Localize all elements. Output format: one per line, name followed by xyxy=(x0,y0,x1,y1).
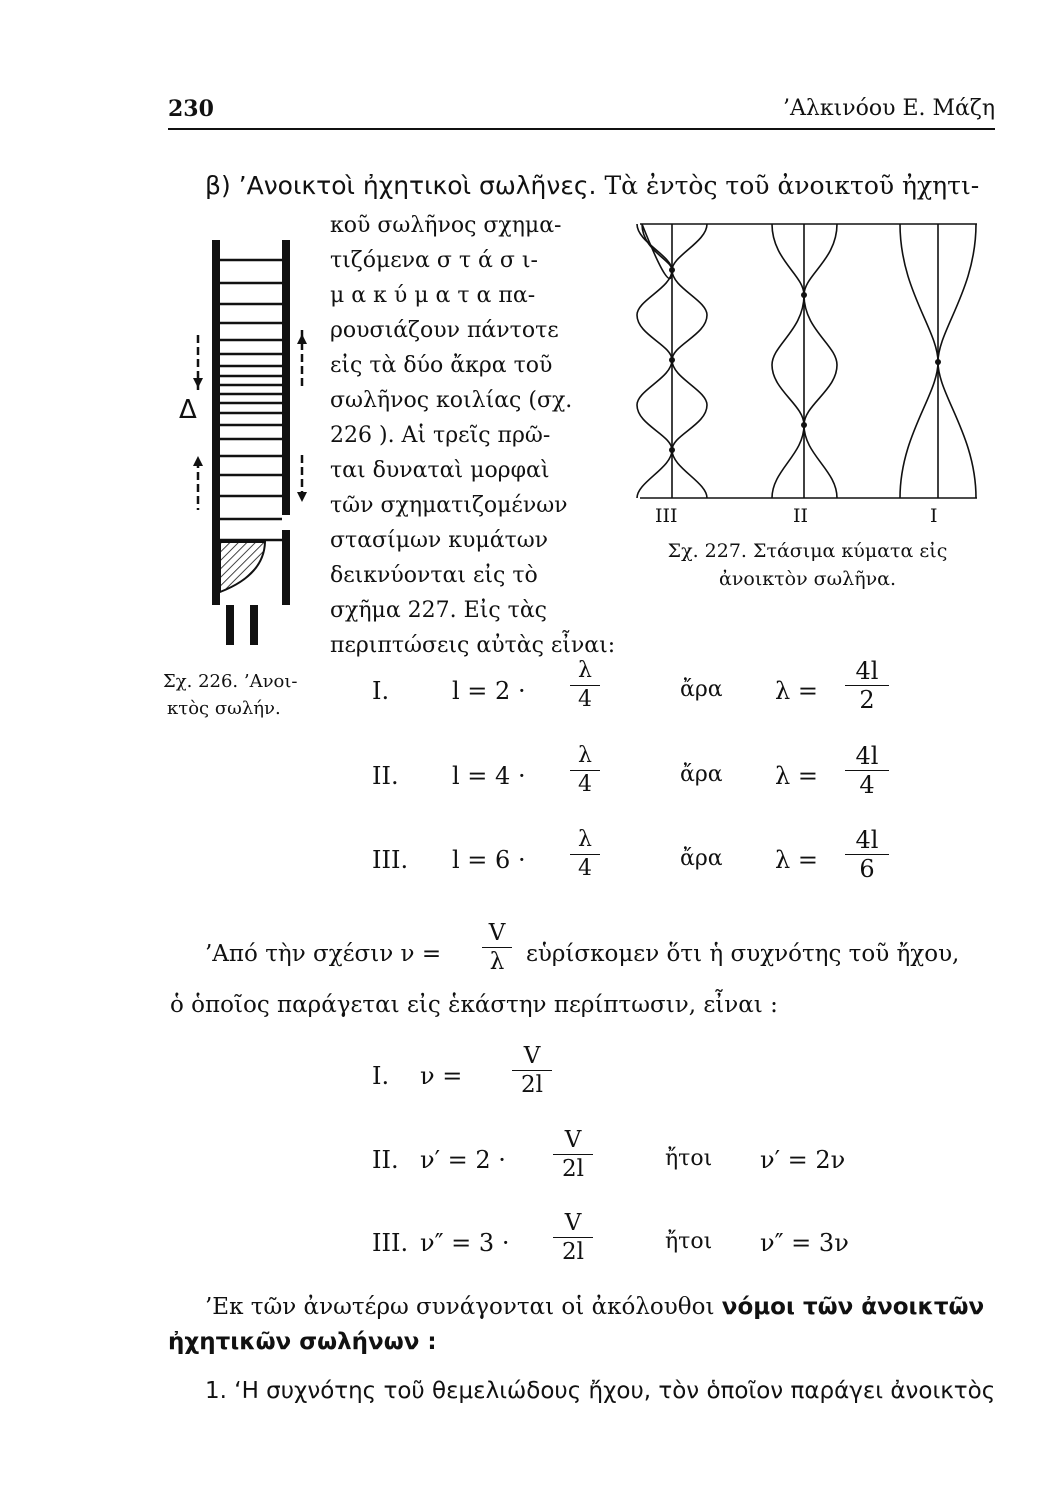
running-title: ’Αλκινόου Ε. Μάζη xyxy=(783,96,995,121)
fraction-bar xyxy=(512,1070,552,1071)
intro-line: περιπτώσεις αὐτὰς εἶναι: xyxy=(330,633,616,658)
open-pipe-figure xyxy=(160,230,330,650)
mode-label-i: I xyxy=(930,505,938,527)
relation-fraction xyxy=(482,920,512,975)
page-number: 230 xyxy=(168,96,214,122)
freq-result: ν′ = 2ν xyxy=(760,1146,846,1174)
intro-line: κοῦ σωλῆνος σχημα- xyxy=(330,213,562,238)
freq-fraction xyxy=(512,1043,552,1098)
intro-line: στασίμων κυμάτων xyxy=(330,528,549,553)
result-fraction xyxy=(845,827,889,882)
mode-label-ii: II xyxy=(793,505,809,527)
fraction-numerator: λ xyxy=(578,743,592,768)
relation-before: ’Από τὴν σχέσιν ν = xyxy=(205,941,442,967)
case-fraction xyxy=(570,827,600,882)
result-fraction xyxy=(845,658,889,713)
result-lhs: λ = xyxy=(775,846,818,874)
result-fraction xyxy=(845,743,889,798)
intro-line: Τὰ ἐντὸς τοῦ ἀνοικτοῦ ἠχητι- xyxy=(604,171,980,200)
mode-label-iii: III xyxy=(655,505,678,527)
delta-label: Δ xyxy=(179,395,197,425)
laws-lead: ’Εκ τῶν ἀνωτέρω συνάγονται οἱ ἀκόλουθοι xyxy=(205,1294,715,1320)
fraction-denominator: 2l xyxy=(562,1156,584,1182)
freq-number: I. xyxy=(372,1062,390,1090)
section-heading xyxy=(205,168,979,203)
fraction-numerator: V xyxy=(488,920,506,946)
relation-line-2: ὁ ὁποῖος παράγεται εἰς ἑκάστην περίπτωσιν, εἶναι : xyxy=(170,992,778,1018)
intro-line: τῶν σχηματιζομένων xyxy=(330,493,568,518)
freq-lhs: ν′ = 2 · xyxy=(420,1146,506,1174)
fraction-denominator: 4 xyxy=(578,856,592,881)
freq-number: II. xyxy=(372,1146,399,1174)
freq-fraction xyxy=(553,1210,593,1265)
fraction-denominator: 4 xyxy=(578,772,592,797)
figure-226-caption xyxy=(163,668,298,722)
itoi-word: ἤτοι xyxy=(665,1229,713,1254)
intro-line: μ α κ ύ μ α τ α πα- xyxy=(330,283,536,308)
standing-waves-figure xyxy=(632,220,982,505)
case-lhs: l = 2 · xyxy=(452,677,526,705)
laws-intro xyxy=(205,1290,984,1325)
intro-line: 226 ). Αἱ τρεῖς πρῶ- xyxy=(330,423,551,448)
caption-line: κτὸς σωλήν. xyxy=(167,698,281,719)
laws-title-part-1: νόμοι τῶν ἀνοικτῶν xyxy=(721,1294,985,1320)
intro-line: εἰς τὰ δύο ἄκρα τοῦ xyxy=(330,353,553,378)
fraction-numerator: λ xyxy=(578,658,592,683)
fraction-denominator: 6 xyxy=(859,855,875,883)
intro-line: δεικνύονται εἰς τὸ xyxy=(330,563,538,588)
fraction-numerator: V xyxy=(564,1127,582,1153)
freq-fraction xyxy=(553,1127,593,1182)
freq-lhs: ν″ = 3 · xyxy=(420,1229,510,1257)
fraction-bar xyxy=(570,770,600,771)
fraction-denominator: 4 xyxy=(578,687,592,712)
fraction-numerator: λ xyxy=(578,827,592,852)
section-heading-text: β) ’Ανοικτοὶ ἠχητικοὶ σωλῆνες. xyxy=(205,171,597,200)
fraction-denominator: 2 xyxy=(859,686,875,714)
caption-line: ἀνοικτὸν σωλῆνα. xyxy=(719,568,896,590)
header-rule xyxy=(168,128,995,130)
intro-line: σχῆμα 227. Εἰς τὰς xyxy=(330,598,548,623)
ara-word: ἄρα xyxy=(680,846,723,871)
itoi-word: ἤτοι xyxy=(665,1146,713,1171)
freq-result: ν″ = 3ν xyxy=(760,1229,849,1257)
case-lhs: l = 4 · xyxy=(452,762,526,790)
fraction-numerator: V xyxy=(564,1210,582,1236)
freq-number: III. xyxy=(372,1229,409,1257)
figure-227-caption xyxy=(630,537,985,593)
relation-after: εὑρίσκομεν ὅτι ἡ συχνότης τοῦ ἤχου, xyxy=(526,941,960,967)
fraction-denominator: λ xyxy=(489,949,505,975)
ara-word: ἄρα xyxy=(680,762,723,787)
law-1: 1. ‘Η συχνότης τοῦ θεμελιώδους ἤχου, τὸν ὁποῖον παράγει ἀνοικτὸς xyxy=(205,1378,996,1404)
fraction-bar xyxy=(553,1154,593,1155)
fraction-bar xyxy=(553,1237,593,1238)
fraction-numerator: 4l xyxy=(855,657,879,685)
intro-paragraph xyxy=(330,208,615,663)
fraction-bar xyxy=(570,854,600,855)
case-lhs: l = 6 · xyxy=(452,846,526,874)
fraction-numerator: 4l xyxy=(855,826,879,854)
result-lhs: λ = xyxy=(775,677,818,705)
intro-line: ρουσιάζουν πάντοτε xyxy=(330,318,559,343)
fraction-bar xyxy=(482,947,512,948)
freq-lhs: ν = xyxy=(420,1062,463,1090)
case-number: II. xyxy=(372,762,399,790)
intro-line: τιζόμενα σ τ ά σ ι- xyxy=(330,248,538,273)
fraction-denominator: 4 xyxy=(859,771,875,799)
fraction-denominator: 2l xyxy=(562,1239,584,1265)
fraction-denominator: 2l xyxy=(521,1072,543,1098)
case-number: I. xyxy=(372,677,390,705)
case-fraction xyxy=(570,658,600,713)
intro-line: σωλῆνος κοιλίας (σχ. xyxy=(330,388,573,413)
intro-line: ται δυναταὶ μορφαὶ xyxy=(330,458,550,483)
fraction-bar xyxy=(570,685,600,686)
result-lhs: λ = xyxy=(775,762,818,790)
laws-title-part-2: ἠχητικῶν σωλήνων : xyxy=(168,1329,437,1355)
ara-word: ἄρα xyxy=(680,677,723,702)
caption-line: Σχ. 227. Στάσιμα κύματα εἰς xyxy=(667,540,948,562)
fraction-numerator: V xyxy=(523,1043,541,1069)
case-fraction xyxy=(570,743,600,798)
fraction-numerator: 4l xyxy=(855,742,879,770)
caption-line: Σχ. 226. ’Ανοι- xyxy=(163,671,298,692)
case-number: III. xyxy=(372,846,409,874)
